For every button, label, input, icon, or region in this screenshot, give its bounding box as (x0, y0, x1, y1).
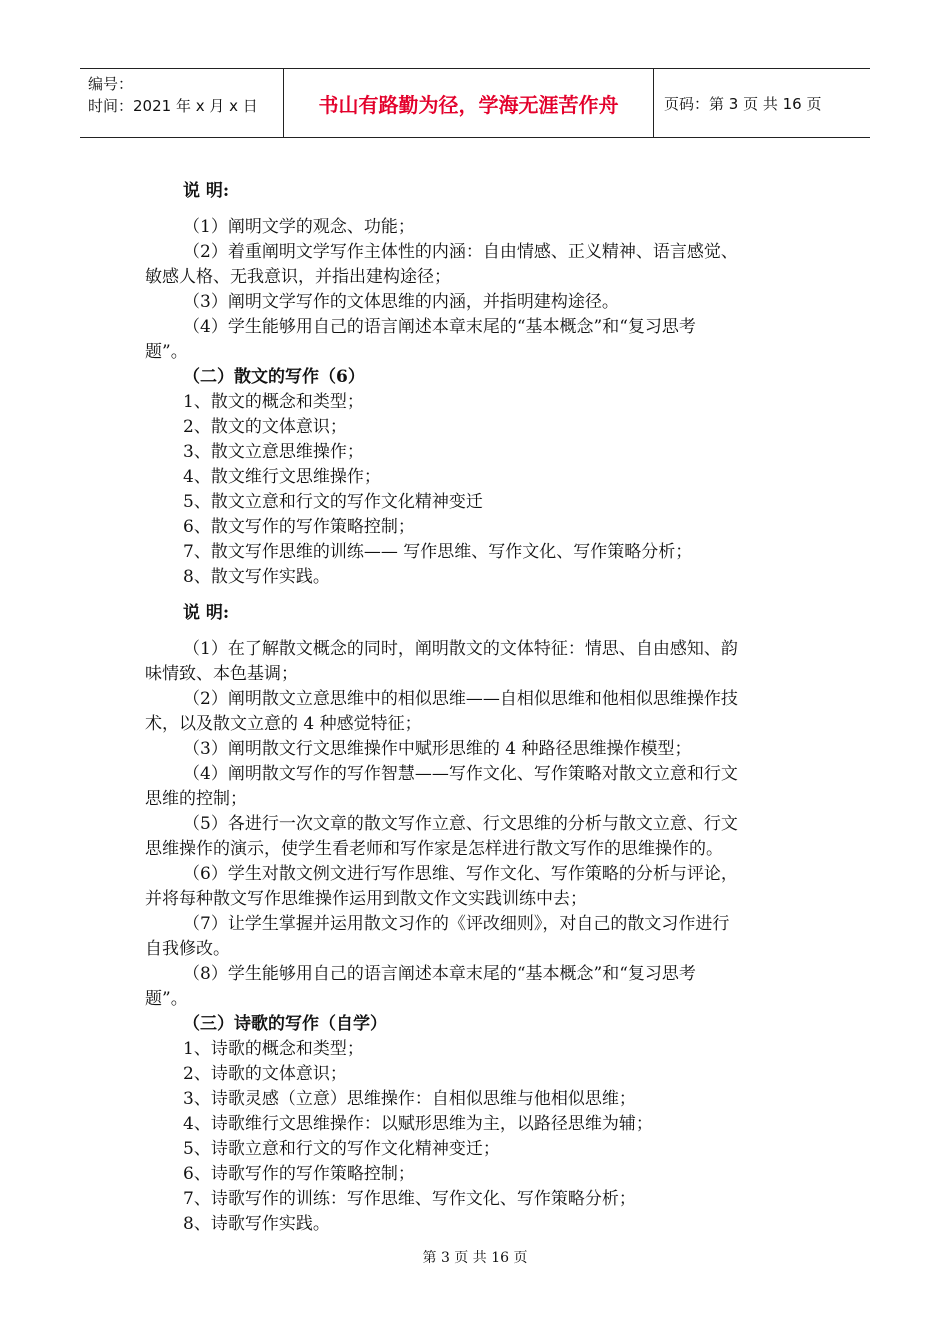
list-item: 5、诗歌立意和行文的写作文化精神变迁； (183, 1139, 500, 1159)
paragraph-line: 味情致、本色基调； (145, 664, 298, 684)
header-page-number: 页码：第 3 页 共 16 页 (664, 94, 822, 113)
list-item: 6、散文写作的写作策略控制； (183, 517, 415, 537)
list-item: 6、诗歌写作的写作策略控制； (183, 1164, 415, 1184)
paragraph-line: （2）着重阐明文学写作主体性的内涵：自由情感、正义精神、语言感觉、 (183, 242, 738, 262)
header-meta (80, 69, 283, 137)
document-number-label: 编号： (88, 75, 134, 93)
section-note-heading: 说 明: (183, 181, 230, 201)
list-item: 4、诗歌维行文思维操作：以赋形思维为主，以路径思维为辅； (183, 1114, 653, 1134)
list-item: 5、散文立意和行文的写作文化精神变迁 (183, 492, 483, 512)
paragraph-line: （8）学生能够用自己的语言阐述本章末尾的“基本概念”和“复习思考 (183, 964, 696, 984)
paragraph-line: （4）学生能够用自己的语言阐述本章末尾的“基本概念”和“复习思考 (183, 317, 696, 337)
document-date-label: 时间：2021 年 x 月 x 日 (88, 97, 258, 115)
section-heading: （二）散文的写作（6） (183, 367, 365, 387)
section-heading: （三）诗歌的写作（自学） (183, 1014, 387, 1034)
list-item: 8、诗歌写作实践。 (183, 1214, 330, 1234)
paragraph-line: （3）阐明文学写作的文体思维的内涵，并指明建构途径。 (183, 292, 619, 312)
section-note-heading: 说 明: (183, 603, 230, 623)
list-item: 1、散文的概念和类型； (183, 392, 364, 412)
paragraph-line: 自我修改。 (145, 939, 230, 959)
paragraph-line: （4）阐明散文写作的写作智慧——写作文化、写作策略对散文立意和行文 (183, 764, 738, 784)
list-item: 3、散文立意思维操作； (183, 442, 364, 462)
paragraph-line: （5）各进行一次文章的散文写作立意、行文思维的分析与散文立意、行文 (183, 814, 738, 834)
paragraph-line: 并将每种散文写作思维操作运用到散文作文实践训练中去； (145, 889, 587, 909)
paragraph-line: 术，以及散文立意的 4 种感觉特征； (145, 714, 422, 734)
page-footer: 第 3 页 共 16 页 (422, 1250, 528, 1266)
paragraph-line: （1）在了解散文概念的同时，阐明散文的文体特征：情思、自由感知、韵 (183, 639, 738, 659)
list-item: 1、诗歌的概念和类型； (183, 1039, 364, 1059)
paragraph-line: （6）学生对散文例文进行写作思维、写作文化、写作策略的分析与评论， (183, 864, 738, 884)
paragraph-line: （1）阐明文学的观念、功能； (183, 217, 415, 237)
list-item: 7、散文写作思维的训练—— 写作思维、写作文化、写作策略分析； (183, 542, 693, 562)
paragraph-line: 敏感人格、无我意识，并指出建构途径； (145, 267, 451, 287)
paragraph-line: （7）让学生掌握并运用散文习作的《评改细则》，对自己的散文习作进行 (183, 914, 730, 934)
header-motto: 书山有路勤为径，学海无涯苦作舟 (283, 69, 654, 137)
paragraph-line: （3）阐明散文行文思维操作中赋形思维的 4 种路径思维操作模型； (183, 739, 692, 759)
paragraph-line: 题”。 (145, 342, 188, 362)
list-item: 4、散文维行文思维操作； (183, 467, 381, 487)
paragraph-line: 思维的控制； (145, 789, 247, 809)
paragraph-line: 题”。 (145, 989, 188, 1009)
list-item: 7、诗歌写作的训练：写作思维、写作文化、写作策略分析； (183, 1189, 636, 1209)
list-item: 2、散文的文体意识； (183, 417, 347, 437)
list-item: 8、散文写作实践。 (183, 567, 330, 587)
paragraph-line: （2）阐明散文立意思维中的相似思维——自相似思维和他相似思维操作技 (183, 689, 738, 709)
list-item: 3、诗歌灵感（立意）思维操作：自相似思维与他相似思维； (183, 1089, 636, 1109)
page-header (80, 68, 870, 138)
paragraph-line: 思维操作的演示，使学生看老师和写作家是怎样进行散文写作的思维操作的。 (145, 839, 723, 859)
list-item: 2、诗歌的文体意识； (183, 1064, 347, 1084)
